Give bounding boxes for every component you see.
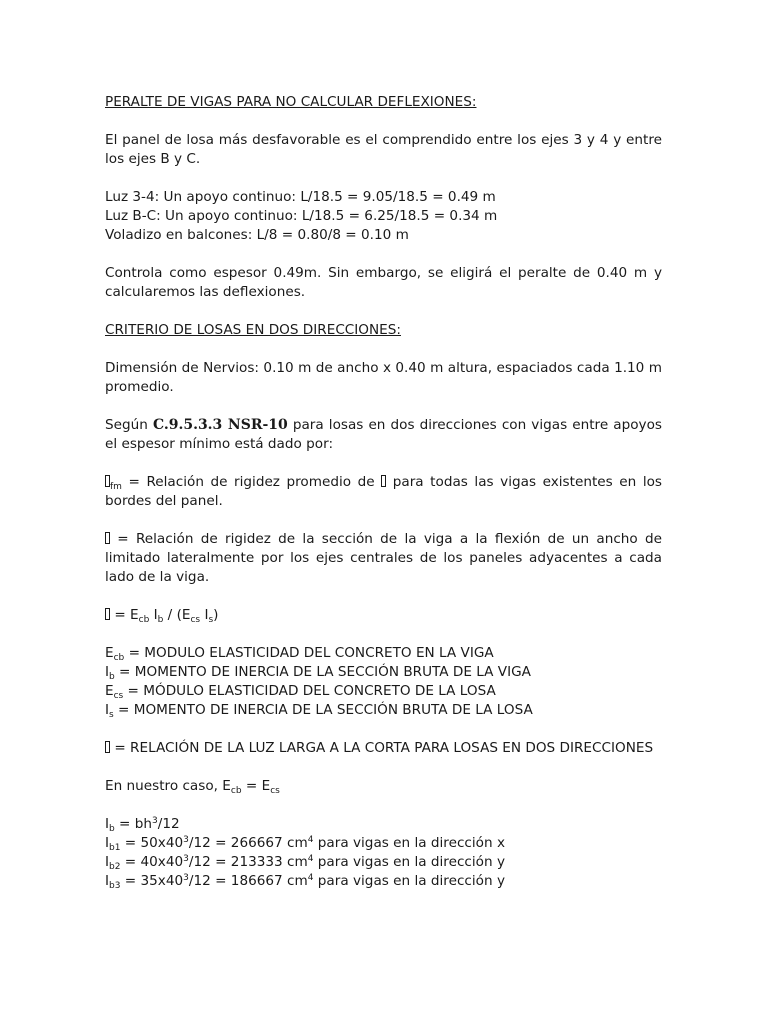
inertia-subscript: b1 bbox=[109, 843, 121, 853]
inertia-symbol: I bbox=[105, 854, 110, 870]
controla-paragraph: Controla como espesor 0.49m. Sin embargo, se eligirá el peralte de 0.40 m y calcularemos las deflexiones. bbox=[105, 265, 662, 300]
inertia-text: para vigas en la dirección y bbox=[313, 873, 505, 889]
definition-symbol: E bbox=[105, 645, 114, 661]
beta-definition bbox=[105, 739, 662, 758]
alpha-fm-subscript: fm bbox=[110, 482, 122, 492]
ib-superscript: 3 bbox=[152, 816, 158, 826]
segun-post: para losas en dos direcciones con vigas entre apoyos el espesor mínimo está dado por: bbox=[105, 417, 662, 452]
alpha-definition-paragraph bbox=[105, 530, 662, 587]
inertia-text: = 50x40 bbox=[120, 835, 184, 851]
inertia-text: /12 = 213333 cm bbox=[188, 854, 308, 870]
inertia-superscript: 4 bbox=[307, 873, 314, 883]
definition-symbol: I bbox=[105, 702, 110, 718]
heading-peralte: PERALTE DE VIGAS PARA NO CALCULAR DEFLEXIONES: bbox=[105, 94, 477, 110]
segun-pre: Según bbox=[105, 417, 153, 433]
formula-subscript: cb bbox=[138, 615, 150, 625]
heading-criterio: CRITERIO DE LOSAS EN DOS DIRECCIONES: bbox=[105, 322, 401, 338]
ib-subscript: b bbox=[109, 824, 115, 834]
beta-def-text: = RELACIÓN DE LA LUZ LARGA A LA CORTA PARA LOSAS EN DOS DIRECCIONES bbox=[110, 740, 654, 756]
inertia-superscript: 3 bbox=[183, 835, 189, 845]
alpha-fm-text-a: = Relación de rigidez promedio de bbox=[121, 474, 382, 490]
definition-text: = MOMENTO DE INERCIA DE LA SECCIÓN BRUTA DE LA LOSA bbox=[113, 702, 533, 718]
inertia-text: para vigas en la dirección y bbox=[313, 854, 505, 870]
inertia-superscript: 3 bbox=[183, 873, 189, 883]
inertia-subscript: b3 bbox=[109, 881, 121, 891]
definition-line bbox=[105, 701, 662, 720]
inertia-text: = 35x40 bbox=[120, 873, 184, 889]
caso-subscript: cb bbox=[230, 786, 242, 796]
formula-part: I bbox=[200, 607, 209, 623]
definition-text: = MÓDULO ELASTICIDAD DEL CONCRETO DE LA LOSA bbox=[123, 683, 496, 699]
inertia-superscript: 4 bbox=[307, 854, 314, 864]
nervios-paragraph: Dimensión de Nervios: 0.10 m de ancho x 0.40 m altura, espaciados cada 1.10 m promedio. bbox=[105, 360, 662, 395]
inertia-text: para vigas en la dirección x bbox=[313, 835, 505, 851]
segun-paragraph bbox=[105, 416, 662, 454]
nsr-reference: C.9.5.3.3 NSR-10 bbox=[152, 417, 288, 433]
panel-paragraph: El panel de losa más desfavorable es el comprendido entre los ejes 3 y 4 y entre los ejes B y C. bbox=[105, 132, 662, 167]
definition-subscript: s bbox=[109, 710, 114, 720]
formula-part: / (E bbox=[163, 607, 191, 623]
ib-formula bbox=[105, 815, 662, 834]
ib-text: /12 bbox=[157, 816, 180, 832]
formula-subscript: b bbox=[157, 615, 164, 625]
definition-line bbox=[105, 644, 662, 663]
definition-symbol: I bbox=[105, 664, 110, 680]
alpha-formula bbox=[105, 606, 662, 625]
definition-line bbox=[105, 663, 662, 682]
inertia-line bbox=[105, 834, 662, 853]
ib-text: = bh bbox=[114, 816, 153, 832]
inertia-symbol: I bbox=[105, 835, 110, 851]
inertia-line bbox=[105, 872, 662, 891]
inertia-line bbox=[105, 853, 662, 872]
inertia-text: /12 = 266667 cm bbox=[188, 835, 308, 851]
definition-subscript: cb bbox=[113, 653, 125, 663]
luz-34-line: Luz 3-4: Un apoyo continuo: L/18.5 = 9.05/18.5 = 0.49 m bbox=[105, 189, 496, 205]
formula-subscript: cs bbox=[190, 615, 201, 625]
luz-bc-line: Luz B-C: Un apoyo continuo: L/18.5 = 6.25/18.5 = 0.34 m bbox=[105, 208, 498, 224]
alpha-fm-paragraph bbox=[105, 473, 662, 511]
inertia-subscript: b2 bbox=[109, 862, 121, 872]
ib-symbol: I bbox=[105, 816, 110, 832]
definition-subscript: b bbox=[109, 672, 115, 682]
alpha-def-text: = Relación de rigidez de la sección de la viga a la flexión de un ancho de limitado lateralmente por los ejes centrales de los paneles adyacentes a cada lado de la viga. bbox=[105, 531, 662, 585]
formula-part: = E bbox=[110, 607, 139, 623]
voladizo-line: Voladizo en balcones: L/8 = 0.80/8 = 0.10 m bbox=[105, 227, 409, 243]
inertia-symbol: I bbox=[105, 873, 110, 889]
inertia-superscript: 3 bbox=[183, 854, 189, 864]
symbol-definitions bbox=[105, 644, 662, 720]
caso-part: En nuestro caso, E bbox=[105, 778, 231, 794]
caso-subscript: cs bbox=[270, 786, 280, 796]
caso-line bbox=[105, 777, 662, 796]
definition-symbol: E bbox=[105, 683, 114, 699]
inertia-text: /12 = 186667 cm bbox=[188, 873, 308, 889]
inertia-superscript: 4 bbox=[307, 835, 314, 845]
definition-text: = MOMENTO DE INERCIA DE LA SECCIÓN BRUTA DE LA VIGA bbox=[114, 664, 531, 680]
document-page bbox=[105, 93, 662, 891]
definition-line bbox=[105, 682, 662, 701]
formula-part: ) bbox=[213, 607, 219, 623]
caso-part: = E bbox=[241, 778, 271, 794]
formula-subscript: s bbox=[208, 615, 214, 625]
formula-part: I bbox=[149, 607, 158, 623]
definition-text: = MODULO ELASTICIDAD DEL CONCRETO EN LA VIGA bbox=[124, 645, 494, 661]
alpha-fm-text-b: para todas las vigas existentes en los bordes del panel. bbox=[105, 474, 662, 509]
definition-subscript: cs bbox=[113, 691, 124, 701]
inertia-text: = 40x40 bbox=[120, 854, 184, 870]
